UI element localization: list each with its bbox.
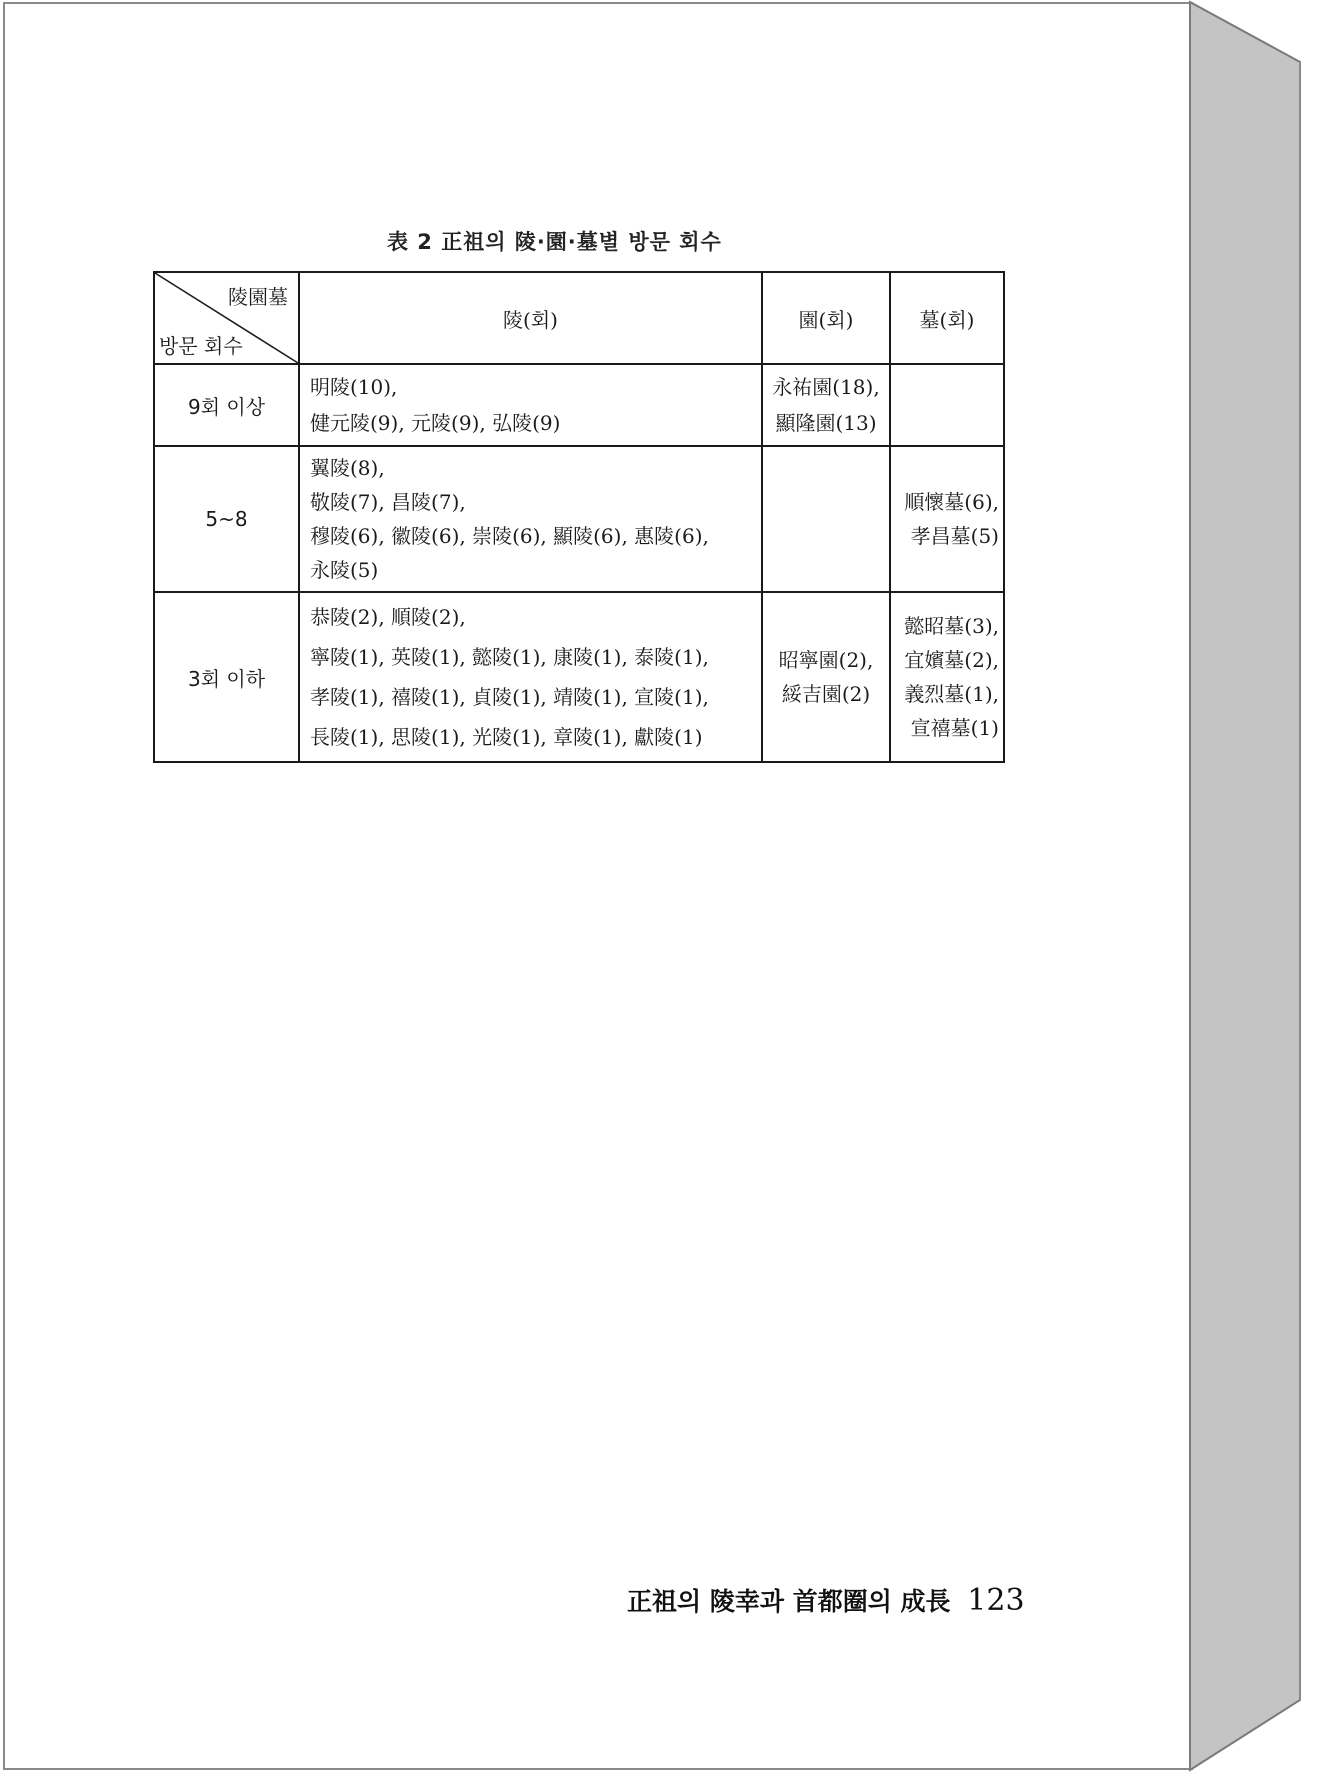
mu-cell <box>890 592 1004 762</box>
row-label: 3회 이하 <box>154 592 299 762</box>
cell-line: 敬陵(7), 昌陵(7), <box>310 490 466 514</box>
page-number: 123 <box>967 1583 1025 1618</box>
corner-header-bottom-label: 방문 회수 <box>159 334 243 358</box>
cell-line: 健元陵(9), 元陵(9), 弘陵(9) <box>310 411 561 435</box>
cell-line: 懿昭墓(3), <box>904 614 999 638</box>
visit-count-table <box>153 271 1005 763</box>
cell-line: 長陵(1), 思陵(1), 光陵(1), 章陵(1), 獻陵(1) <box>310 725 703 749</box>
yuan-cell <box>762 446 890 592</box>
table-row <box>154 446 1004 592</box>
cell-line: 孝陵(1), 禧陵(1), 貞陵(1), 靖陵(1), 宣陵(1), <box>310 685 709 709</box>
cell-line: 顯隆園(13) <box>775 411 877 435</box>
cell-line: 孝昌墓(5) <box>910 524 999 548</box>
row-label: 5~8 <box>154 446 299 592</box>
yuan-cell <box>762 364 890 446</box>
ling-cell <box>299 446 762 592</box>
ling-cell <box>299 364 762 446</box>
mu-cell <box>890 446 1004 592</box>
table-header-row <box>154 272 1004 364</box>
column-header-ling: 陵(회) <box>299 272 762 364</box>
cell-line: 昭寧園(2), <box>778 648 874 672</box>
cell-line: 順懷墓(6), <box>904 490 999 514</box>
cell-line: 宣禧墓(1) <box>910 716 999 740</box>
cell-line: 永陵(5) <box>310 558 379 582</box>
row-label: 9회 이상 <box>154 364 299 446</box>
page-footer <box>627 1582 1025 1618</box>
cell-line: 恭陵(2), 順陵(2), <box>310 605 466 629</box>
cell-line: 永祐園(18), <box>772 375 880 399</box>
corner-header-cell <box>154 272 299 364</box>
mu-cell <box>890 364 1004 446</box>
cell-line: 綏吉園(2) <box>781 682 871 706</box>
column-header-yuan: 園(회) <box>762 272 890 364</box>
table-row <box>154 592 1004 762</box>
ling-cell <box>299 592 762 762</box>
book-page <box>3 2 1193 1770</box>
table-caption: 表 2 正祖의 陵·園·墓별 방문 회수 <box>387 230 722 254</box>
cell-line: 宜嬪墓(2), <box>904 648 999 672</box>
cell-line: 義烈墓(1), <box>904 682 999 706</box>
cell-line: 穆陵(6), 徽陵(6), 崇陵(6), 顯陵(6), 惠陵(6), <box>310 524 709 548</box>
cell-line: 明陵(10), <box>310 375 398 399</box>
table-row <box>154 364 1004 446</box>
cell-line: 寧陵(1), 英陵(1), 懿陵(1), 康陵(1), 泰陵(1), <box>310 645 709 669</box>
cell-line: 翼陵(8), <box>310 456 385 480</box>
column-header-mu: 墓(회) <box>890 272 1004 364</box>
yuan-cell <box>762 592 890 762</box>
corner-header-top-label: 陵園墓 <box>228 285 288 309</box>
running-title: 正祖의 陵幸과 首都圈의 成長 <box>627 1587 951 1616</box>
book-page-edge <box>1188 0 1332 1773</box>
